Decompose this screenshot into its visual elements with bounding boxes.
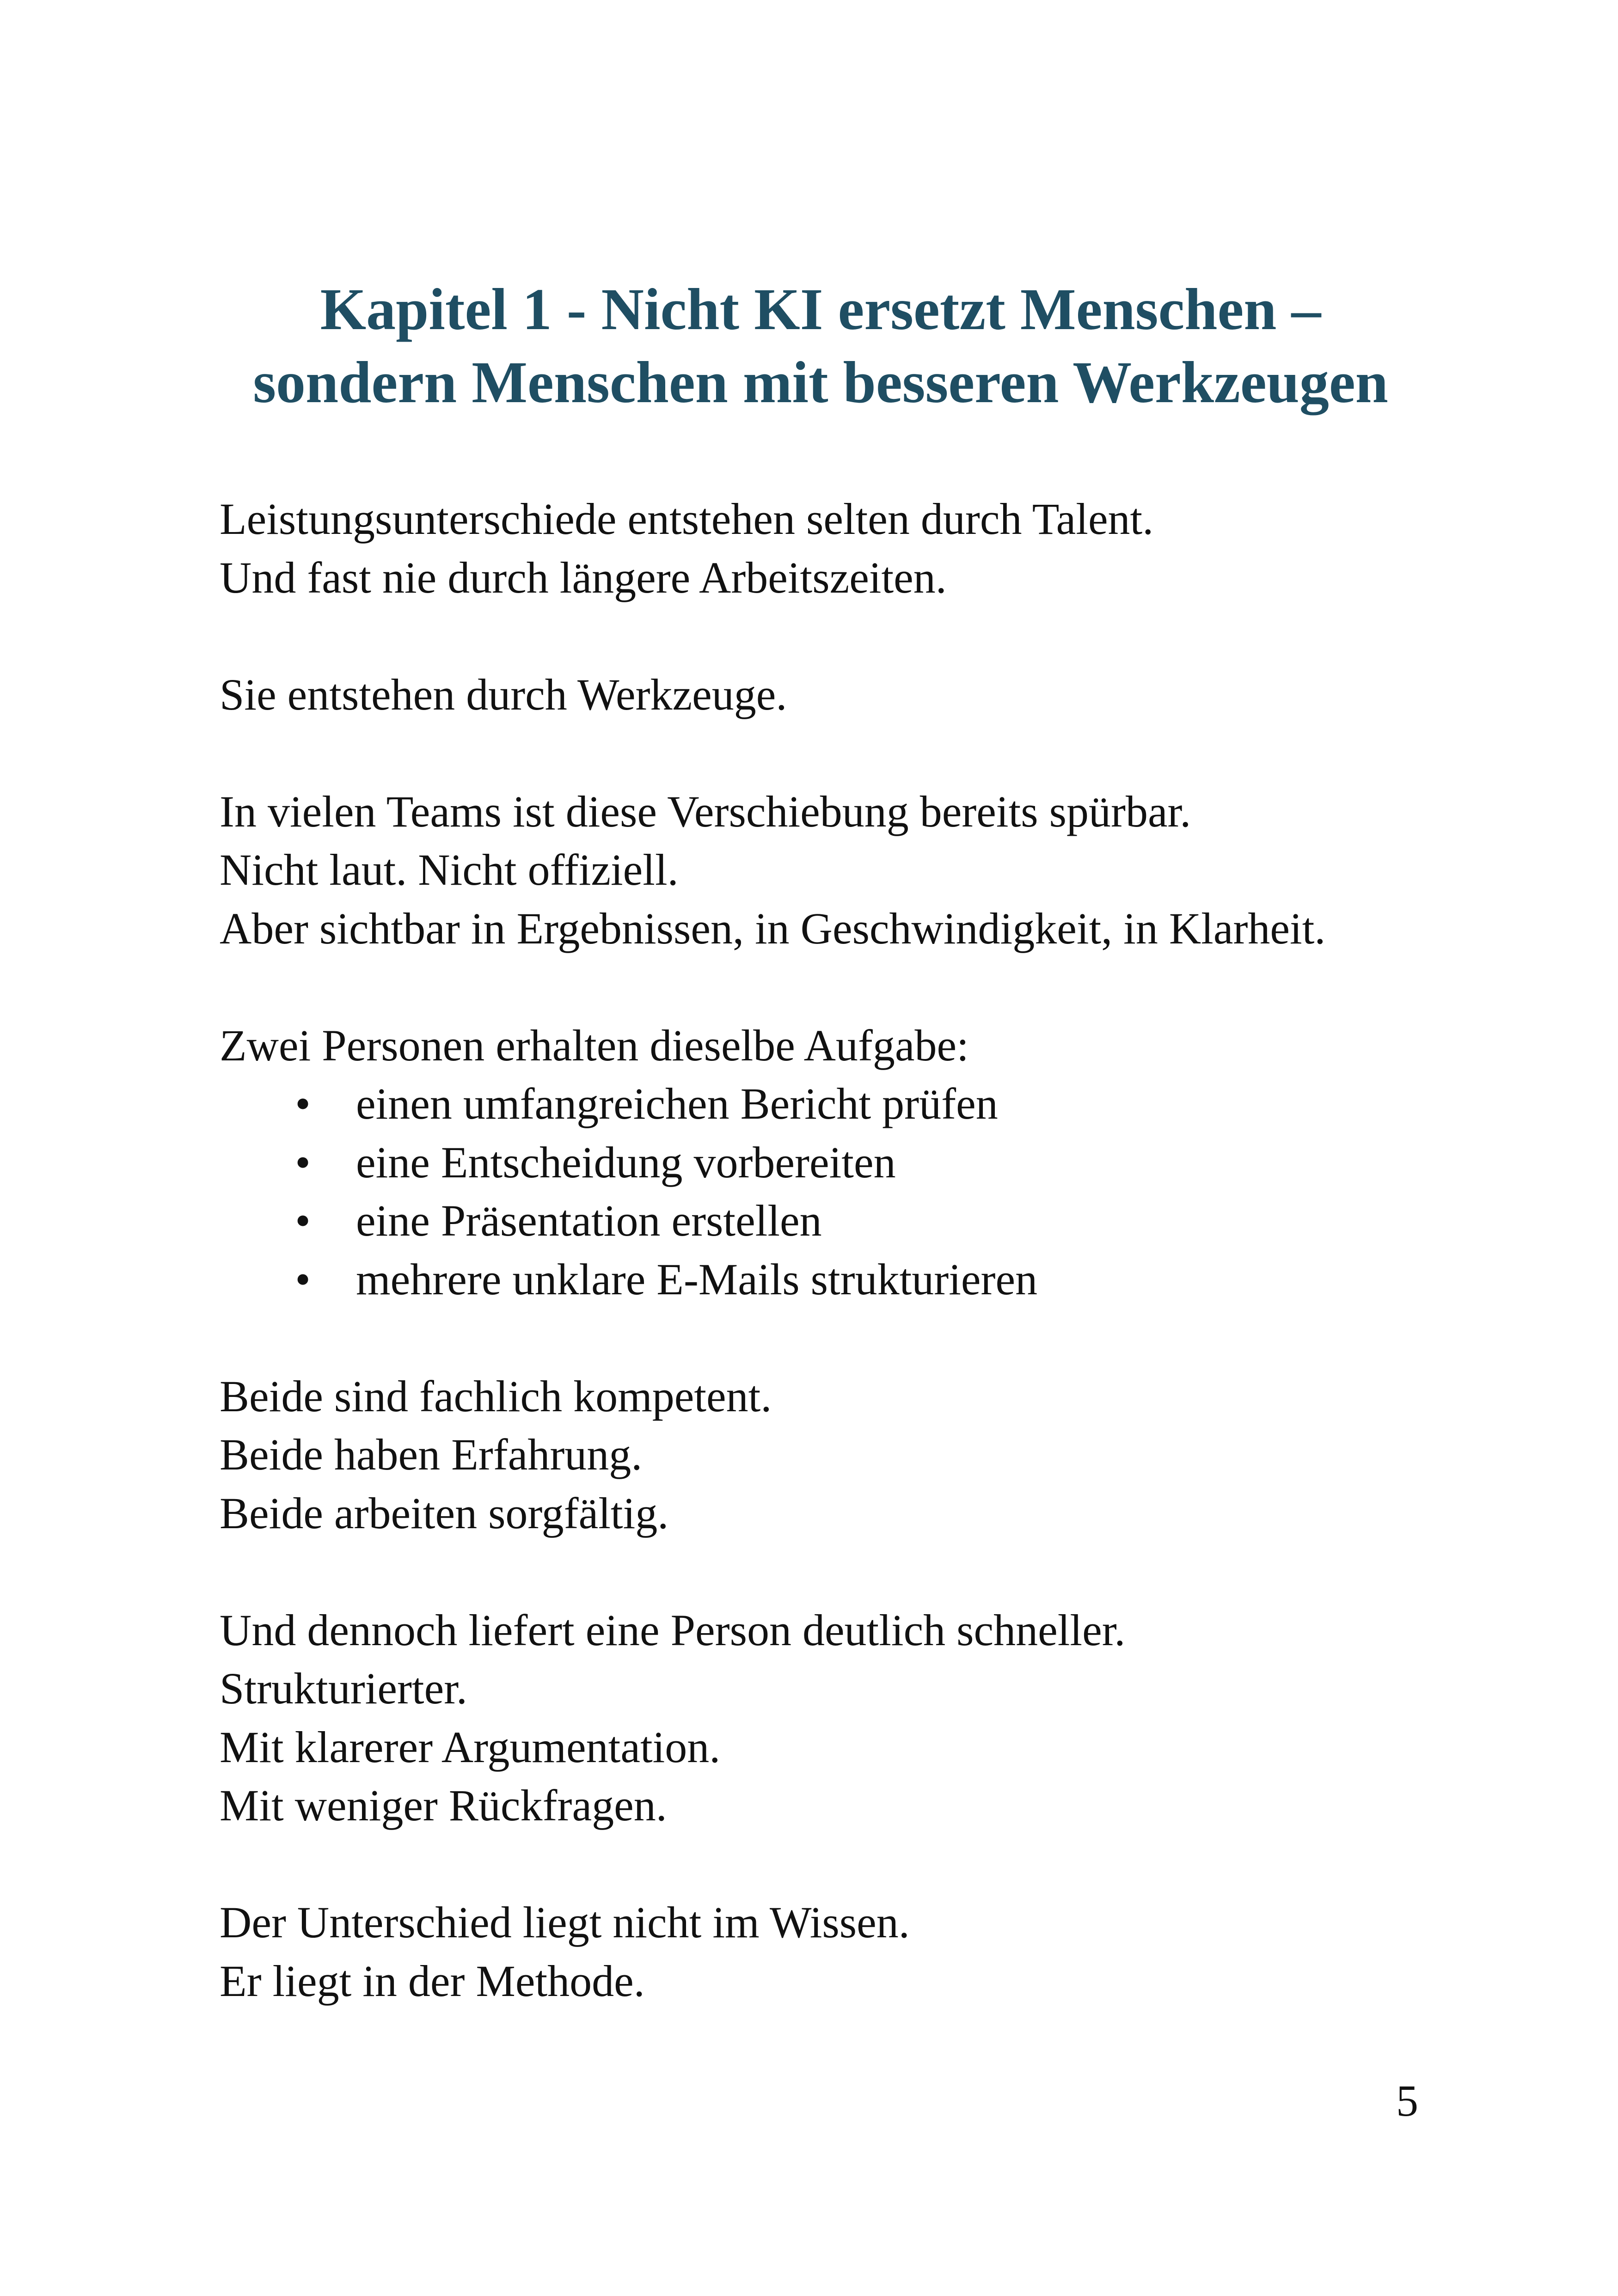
paragraph-4: [220, 1016, 1468, 1309]
list-intro: Zwei Personen erhalten dieselbe Aufgabe:: [220, 1020, 969, 1070]
text-line: Mit klarerer Argumentation.: [220, 1722, 721, 1772]
chapter-title: [139, 273, 1502, 419]
text-line: Beide sind fachlich kompetent.: [220, 1371, 772, 1421]
text-line: Nicht laut. Nicht offiziell.: [220, 845, 679, 894]
list-item-text: mehrere unklare E-Mails strukturieren: [356, 1254, 1038, 1304]
chapter-title-line-1: Kapitel 1 - Nicht KI ersetzt Menschen –: [320, 276, 1321, 342]
text-line: Und dennoch liefert eine Person deutlich schneller.: [220, 1605, 1126, 1655]
text-line: Er liegt in der Methode.: [220, 1956, 645, 2006]
list-item: [220, 1133, 1468, 1192]
paragraph-3: [220, 783, 1468, 958]
text-line: Beide arbeiten sorgfältig.: [220, 1488, 669, 1538]
task-list: [220, 1075, 1468, 1309]
paragraph-spacer: [220, 1835, 1468, 1894]
paragraph-5: [220, 1367, 1468, 1543]
text-line: Mit weniger Rückfragen.: [220, 1781, 667, 1830]
list-item-text: eine Entscheidung vorbereiten: [356, 1137, 896, 1187]
body-text: [220, 490, 1468, 2010]
text-line: Der Unterschied liegt nicht im Wissen.: [220, 1898, 910, 1947]
bullet-icon: •: [295, 1254, 311, 1304]
chapter-title-line-2: sondern Menschen mit besseren Werkzeugen: [253, 349, 1388, 415]
text-line: Strukturierter.: [220, 1664, 467, 1713]
paragraph-6: [220, 1601, 1468, 1835]
bullet-icon: •: [295, 1196, 311, 1245]
text-line: Beide haben Erfahrung.: [220, 1430, 643, 1479]
list-item: [220, 1075, 1468, 1133]
text-line: Sie entstehen durch Werkzeuge.: [220, 669, 787, 719]
list-item: [220, 1250, 1468, 1309]
paragraph-spacer: [220, 1543, 1468, 1601]
paragraph-7: [220, 1893, 1468, 2010]
bullet-icon: •: [295, 1137, 311, 1187]
text-line: In vielen Teams ist diese Verschiebung bereits spürbar.: [220, 786, 1191, 836]
list-item-text: eine Präsentation erstellen: [356, 1196, 822, 1245]
paragraph-1: [220, 490, 1468, 607]
page-number: 5: [1396, 2076, 1418, 2125]
list-item-text: einen umfangreichen Bericht prüfen: [356, 1079, 998, 1128]
list-item: [220, 1192, 1468, 1250]
bullet-icon: •: [295, 1079, 311, 1128]
text-line: Leistungsunterschiede entstehen selten durch Talent.: [220, 494, 1154, 544]
paragraph-spacer: [220, 607, 1468, 666]
text-line: Aber sichtbar in Ergebnissen, in Geschwindigkeit, in Klarheit.: [220, 903, 1326, 953]
paragraph-spacer: [220, 1309, 1468, 1367]
paragraph-spacer: [220, 958, 1468, 1016]
paragraph-spacer: [220, 724, 1468, 783]
paragraph-2: [220, 666, 1468, 724]
text-line: Und fast nie durch längere Arbeitszeiten.: [220, 552, 947, 602]
